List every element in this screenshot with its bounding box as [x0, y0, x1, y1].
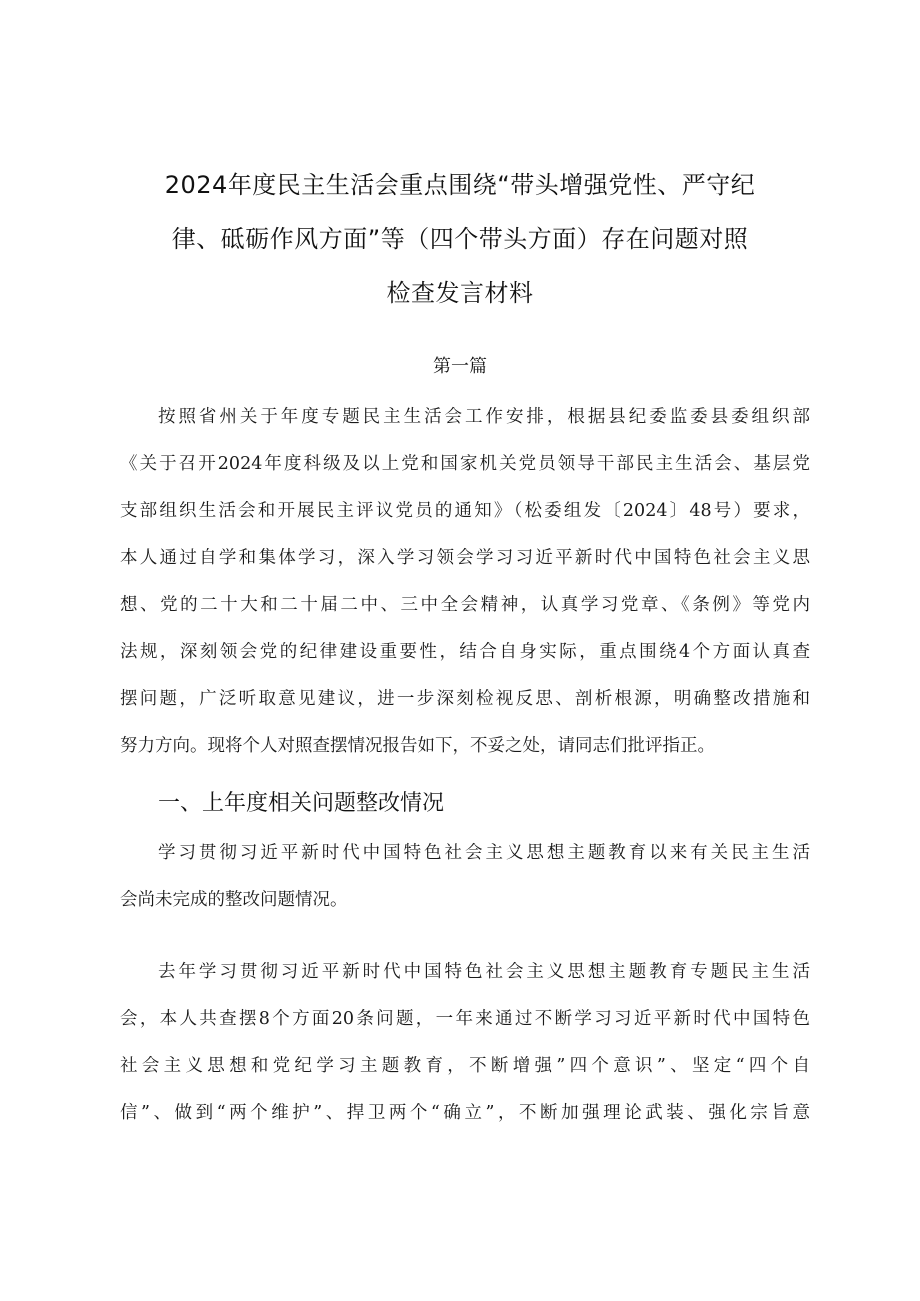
intro-line-2: 《关于召开2024年度科级及以上党和国家机关党员领导干部民主生活会、基层党	[120, 454, 810, 474]
chapter-label: 第一篇	[433, 356, 487, 377]
title-line-3: 检查发言材料	[386, 279, 534, 307]
intro-line-5: 想、党的二十大和二十届二中、三中全会精神，认真学习党章、《条例》等党内	[120, 595, 810, 615]
para3-line-2: 会，本人共查摆8个方面20条问题，一年来通过不断学习习近平新时代中国特色	[120, 1009, 810, 1029]
para3-line-4: 信”、做到“两个维护”、捍卫两个“确立”，不断加强理论武装、强化宗旨意	[120, 1103, 810, 1123]
section-heading: 一、上年度相关问题整改情况	[158, 791, 445, 816]
intro-line-6: 法规，深刻领会党的纪律建设重要性，结合自身实际，重点围绕4个方面认真查	[120, 642, 810, 662]
para2-line-1: 学习贯彻习近平新时代中国特色社会主义思想主题教育以来有关民主生活	[158, 843, 810, 863]
para2-line-2: 会尚未完成的整改问题情况。	[120, 890, 348, 910]
document-title	[120, 158, 800, 320]
intro-line-3: 支部组织生活会和开展民主评议党员的通知》（松委组发〔2024〕48号）要求，	[120, 501, 810, 521]
title-line-1: 2024年度民主生活会重点围绕“带头增强党性、严守纪	[164, 171, 756, 199]
intro-line-8: 努力方向。现将个人对照查摆情况报告如下，不妥之处，请同志们批评指正。	[120, 736, 715, 756]
intro-line-1: 按照省州关于年度专题民主生活会工作安排，根据县纪委监委县委组织部	[158, 407, 810, 427]
intro-line-4: 本人通过自学和集体学习，深入学习领会学习习近平新时代中国特色社会主义思	[120, 548, 810, 568]
title-line-2: 律、砥砺作风方面”等（四个带头方面）存在问题对照	[171, 225, 749, 253]
intro-line-7: 摆问题，广泛听取意见建议，进一步深刻检视反思、剖析根源，明确整改措施和	[120, 689, 810, 709]
para3-line-1: 去年学习贯彻习近平新时代中国特色社会主义思想主题教育专题民主生活	[158, 962, 810, 982]
para3-line-3: 社会主义思想和党纪学习主题教育，不断增强”四个意识”、坚定“四个自	[120, 1056, 810, 1076]
